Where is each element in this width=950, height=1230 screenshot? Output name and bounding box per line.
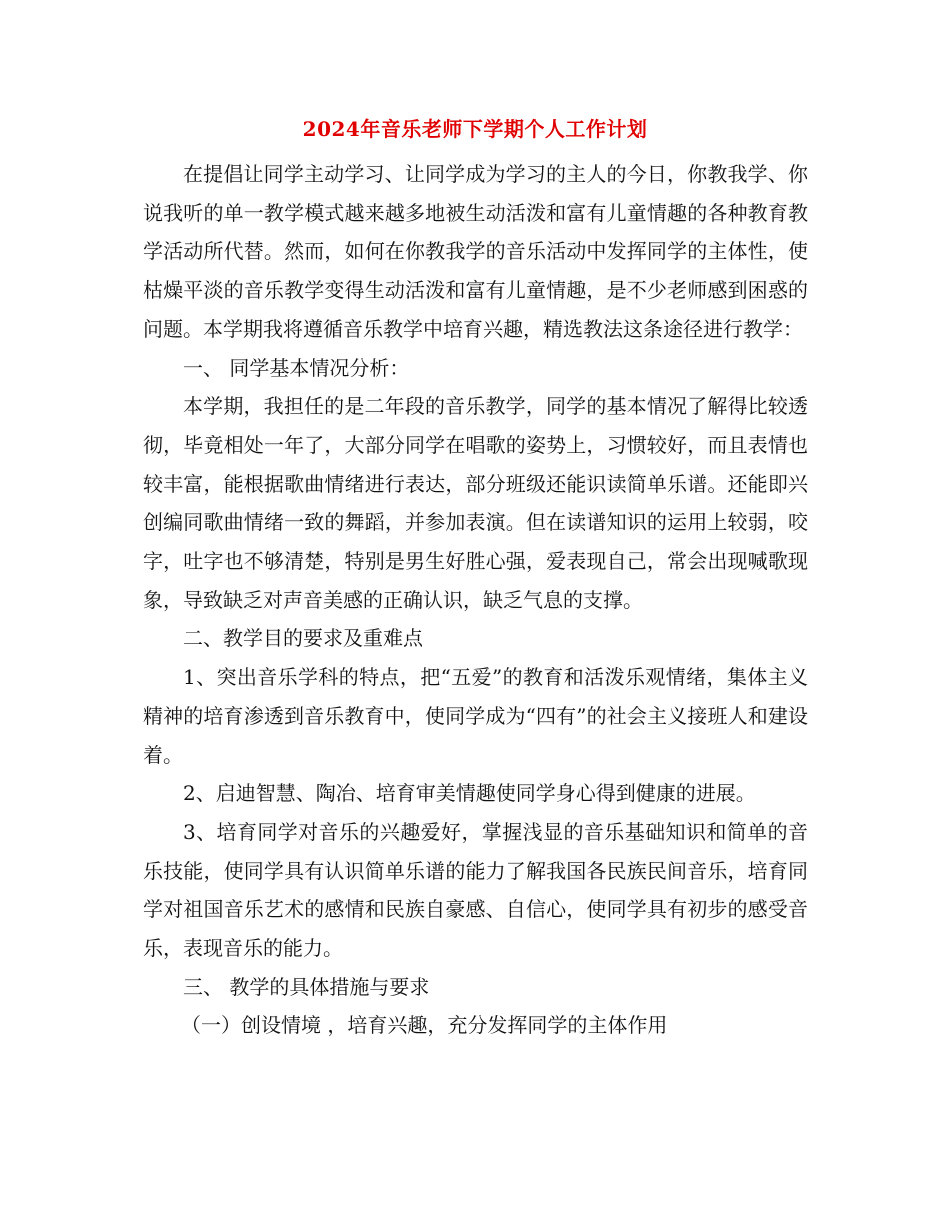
goal-item-1: 1、突出音乐学科的特点，把“五爱”的教育和活泼乐观情绪，集体主义精神的培育渗透到音乐教育中，使同学成为“四有”的社会主义接班人和建设着。: [143, 665, 808, 767]
section-heading-1: 一、 同学基本情况分析：: [183, 355, 410, 380]
document-body: [143, 155, 808, 1045]
document-title: 2024年音乐老师下学期个人工作计划: [302, 117, 648, 141]
section-heading-3: 三、 教学的具体措施与要求: [183, 974, 430, 999]
section-heading-2: 二、教学目的要求及重难点: [183, 626, 423, 651]
student-analysis-paragraph: 本学期，我担任的是二年段的音乐教学，同学的基本情况了解得比较透彻，毕竟相处一年了，大部分同学在唱歌的姿势上，习惯较好，而且表情也较丰富，能根据歌曲情绪进行表达，部分班级还能识读简单乐谱。还能即兴创编同歌曲情绪一致的舞蹈，并参加表演。但在读谱知识的运用上较弱，咬字，吐字也不够清楚，特别是男生好胜心强，爱表现自己，常会出现喊歌现象，导致缺乏对声音美感的正确认识，缺乏气息的支撑。: [143, 394, 808, 612]
goal-item-2: 2、启迪智慧、陶冶、培育审美情趣使同学身心得到健康的进展。: [183, 781, 756, 806]
subsection-heading-1: （一）创设情境 ，培育兴趣，充分发挥同学的主体作用: [181, 1013, 668, 1038]
intro-paragraph: 在提倡让同学主动学习、让同学成为学习的主人的今日，你教我学、你说我听的单一教学模式越来越多地被生动活泼和富有儿童情趣的各种教育教学活动所代替。然而，如何在你教我学的音乐活动中发挥同学的主体性，使枯燥平淡的音乐教学变得生动活泼和富有儿童情趣，是不少老师感到困惑的问题。本学期我将遵循音乐教学中培育兴趣，精选教法这条途径进行教学：: [143, 162, 808, 341]
goal-item-3: 3、培育同学对音乐的兴趣爱好，掌握浅显的音乐基础知识和简单的音乐技能，使同学具有认识简单乐谱的能力了解我国各民族民间音乐，培育同学对祖国音乐艺术的感情和民族自豪感、自信心，使同学具有初步的感受音乐，表现音乐的能力。: [143, 819, 808, 961]
